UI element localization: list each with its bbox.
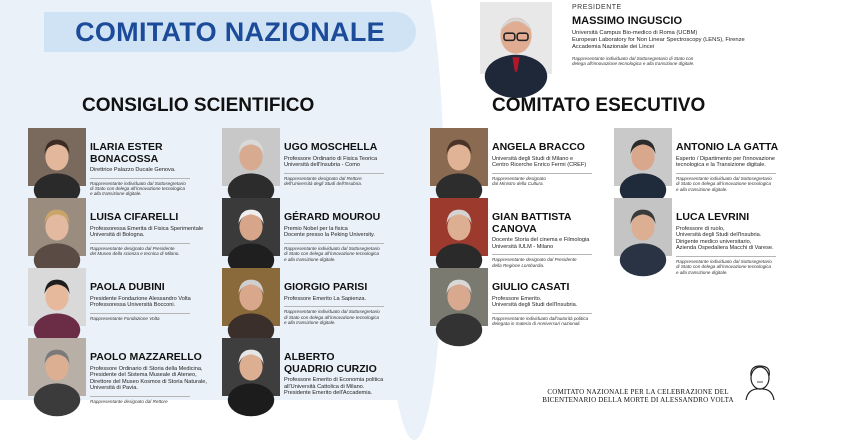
member-role: Presidente Fondazione Alessandro Volta Professoressa Università Bocconi.	[90, 295, 191, 309]
member-note: Rappresentante individuato dal Sottosegretario di Stato con delega all'innovazione tecnologica e alla transizione digitale.	[676, 258, 772, 275]
member-role: Professore Ordinario di Storia della Medicina, Presidente del Sistema Museale di Ateneo, Direttore del Museo Kosmos di Storia Naturale, Università di Pavia.	[90, 365, 207, 392]
member-divider	[284, 306, 384, 307]
member-divider	[676, 256, 776, 257]
alessandro-volta-portrait-icon	[740, 362, 780, 400]
member-role: Docente Storia del cinema e Filmologia Università IULM - Milano	[492, 237, 590, 250]
member-role: Università degli Studi di Milano e Centro Ricerche Enrico Fermi (CREF)	[492, 155, 587, 169]
member-divider	[676, 173, 776, 174]
person-portrait-icon	[430, 198, 488, 256]
member-note: Rappresentante designato dal Presidente della Regione Lombardia.	[492, 257, 577, 268]
member-divider	[90, 313, 190, 314]
member-name: GIORGIO PARISI	[284, 281, 368, 293]
person-portrait-icon	[28, 198, 86, 256]
member-note: Rappresentante individuato dal Sottosegretario di Stato con delega all'innovazione tecnologica e alla transizione digitale.	[284, 245, 380, 262]
member-card	[676, 142, 848, 192]
person-portrait-icon	[28, 128, 86, 186]
person-portrait-icon	[222, 268, 280, 326]
member-name: ILARIA ESTER BONACOSSA	[90, 141, 163, 165]
member-photo	[222, 198, 280, 256]
member-note: Rappresentante individuato dal Sottosegretario di Stato con delega all'innovazione tecnologica e alla transizione digitale.	[90, 180, 186, 197]
member-photo	[222, 338, 280, 396]
member-role: Direttrice Palazzo Ducale Genova.	[90, 167, 176, 173]
member-divider	[492, 254, 592, 255]
president-photo	[480, 2, 552, 74]
member-photo	[28, 338, 86, 396]
member-divider	[492, 173, 592, 174]
member-card	[284, 212, 452, 262]
person-portrait-icon	[430, 128, 488, 186]
member-role: Professore di ruolo, Università degli Studi dell'Insubria. Dirigente medico universitario, Azienda Ospedaliera Macchi di Varese.	[676, 225, 774, 252]
member-role: Professore Emerito. Università degli Studi dell'Insubria.	[492, 295, 578, 309]
member-name: ANGELA BRACCO	[492, 141, 585, 153]
member-card	[284, 282, 452, 325]
header-banner	[44, 12, 416, 52]
president-name: MASSIMO INGUSCIO	[572, 15, 683, 27]
person-portrait-icon	[222, 338, 280, 396]
member-role: Professore Emerito La Sapienza.	[284, 295, 367, 302]
person-portrait-icon	[222, 128, 280, 186]
member-divider	[90, 243, 190, 244]
member-photo	[222, 268, 280, 326]
member-name: LUISA CIFARELLI	[90, 211, 179, 223]
person-portrait-icon	[28, 338, 86, 396]
member-divider	[284, 243, 384, 244]
person-portrait-icon	[614, 198, 672, 256]
member-photo	[222, 128, 280, 186]
person-portrait-icon	[222, 198, 280, 256]
member-photo	[430, 198, 488, 256]
president-portrait-icon	[480, 2, 552, 74]
member-name: GIULIO CASATI	[492, 281, 570, 293]
member-photo	[28, 128, 86, 186]
member-note: Rappresentante designato dal Ministro della Cultura.	[492, 175, 546, 187]
member-divider	[90, 396, 190, 397]
member-divider	[90, 178, 190, 179]
member-photo	[614, 198, 672, 256]
person-portrait-icon	[614, 128, 672, 186]
member-name: PAOLA DUBINI	[90, 281, 165, 293]
member-card	[492, 282, 660, 327]
member-name: GIAN BATTISTA CANOVA	[492, 211, 572, 235]
member-name: PAOLO MAZZARELLO	[90, 351, 202, 363]
member-photo	[430, 268, 488, 326]
member-note: Rappresentante individuato dal Sottosegretario di Stato con delega all'innovazione tecnologica e alla transizione digitale.	[676, 175, 772, 192]
member-card	[284, 352, 452, 397]
member-note: Rappresentante individuato dal Sottosegretario di Stato con delega all'innovazione tecnologica e alla transizione digitale.	[284, 309, 380, 325]
member-card	[284, 142, 452, 187]
member-divider	[284, 173, 384, 174]
member-photo	[430, 128, 488, 186]
member-role: Professoressa Emerita di Fisica Sperimentale Università di Bologna.	[90, 225, 204, 239]
member-name: GÉRARD MOUROU	[284, 211, 381, 223]
member-name: ALBERTO QUADRIO CURZIO	[284, 351, 377, 375]
member-photo	[28, 198, 86, 256]
footer-caption: COMITATO NAZIONALE PER LA CELEBRAZIONE DEL BICENTENARIO DELLA MORTE DI ALESSANDRO VOLTA	[542, 388, 734, 404]
president-label: PRESIDENTE	[572, 4, 622, 11]
member-photo	[614, 128, 672, 186]
consiglio-scientifico-title: CONSIGLIO SCIENTIFICO	[82, 95, 315, 116]
person-portrait-icon	[430, 268, 488, 326]
member-note: Rappresentante designato dal Presidente del Museo della scienza e tecnica di Milano.	[90, 245, 180, 257]
comitato-esecutivo-title: COMITATO ESECUTIVO	[492, 95, 706, 116]
member-role: Professore Emerito di Economia politica all'Università Cattolica di Milano. Presidente Emerito dell'Accademia.	[284, 377, 384, 397]
member-divider	[492, 313, 592, 314]
member-note: Rappresentante designato dal Rettore dell'Università degli Studi dell'Insubria.	[284, 175, 363, 187]
member-name: LUCA LEVRINI	[676, 211, 750, 223]
member-name: UGO MOSCHELLA	[284, 141, 378, 153]
member-role: Professore Ordinario di Fisica Teorica Università dell'Insubria - Como	[284, 155, 378, 169]
president-role: Università Campus Bio-medico di Roma (UCBM) European Laboratory for Non Linear Spectroscopy (LENS), Firenze Accademia Nazionale dei Lincei	[572, 30, 745, 50]
member-card	[676, 212, 848, 275]
page-title: COMITATO NAZIONALE	[75, 16, 385, 47]
person-portrait-icon	[28, 268, 86, 326]
member-role: Premio Nobel per la fisica Docente presso la Peking University.	[284, 225, 375, 239]
member-note: Rappresentante designato dal Rettore	[90, 398, 168, 404]
member-note: Rappresentante individuato dall'autorità politica delegata in materia di Anniversari nazionali.	[492, 315, 589, 327]
president-note: Rappresentante individuato dal Sottosegretario di Stato con delega all'innovazione tecnologica e alla transizione digitale.	[572, 56, 695, 67]
member-note: Rappresentante Fondazione Volta	[90, 315, 160, 321]
member-photo	[28, 268, 86, 326]
member-name: ANTONIO LA GATTA	[676, 141, 779, 153]
member-role: Esperto / Dipartimento per l'innovazione tecnologica e la Transizione digitale.	[676, 155, 776, 169]
